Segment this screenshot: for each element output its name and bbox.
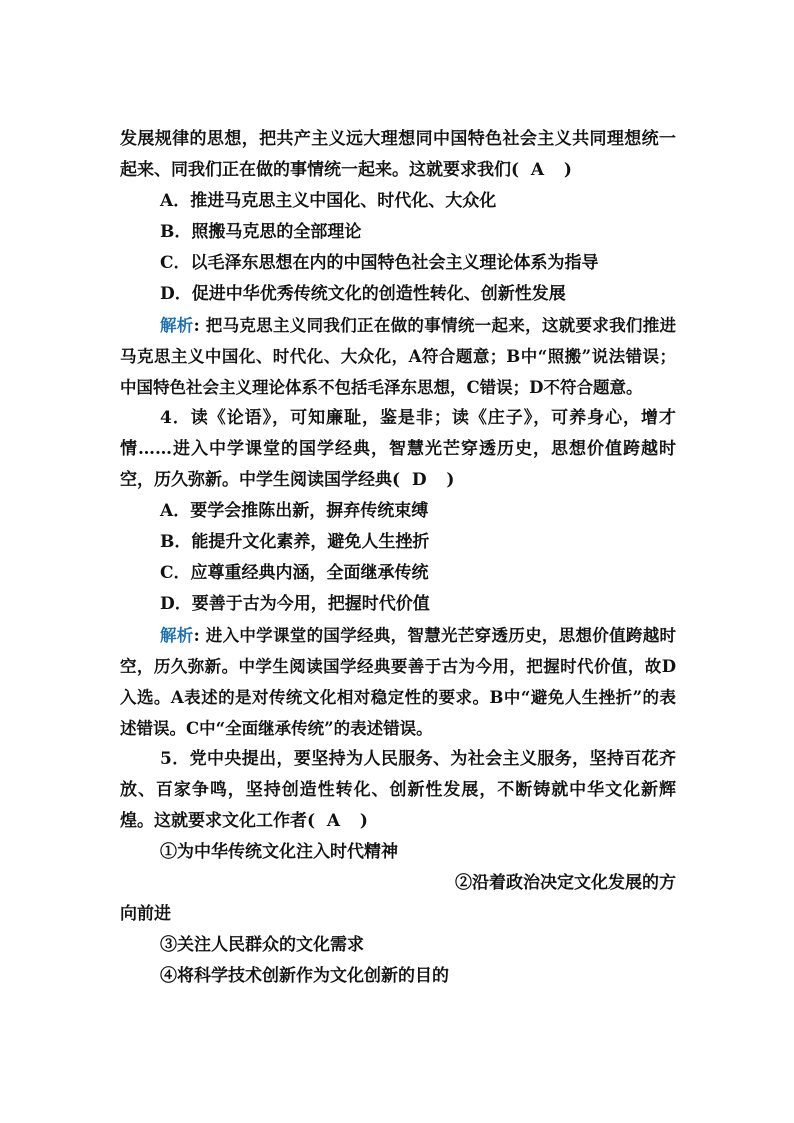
question-4-option-b: B．能提升文化素养，避免人生挫折 xyxy=(160,532,430,552)
question-5-item-2-line-2: 向前进 xyxy=(120,904,171,924)
question-3-option-d: D．促进中华优秀传统文化的创造性转化、创新性发展 xyxy=(160,284,566,304)
question-4-close: ) xyxy=(446,470,455,490)
question-4-option-d: D．要善于古为今用，把握时代价值 xyxy=(160,594,430,614)
question-5-item-3: ③关注人民群众的文化需求 xyxy=(160,935,364,955)
question-3-analysis-label: 解析 xyxy=(160,316,194,335)
question-4-stem xyxy=(120,403,676,496)
question-5-item-4: ④将科学技术创新作为文化创新的目的 xyxy=(160,966,449,986)
question-5-close: ) xyxy=(359,811,368,831)
question-4-option-c: C．应尊重经典内涵，全面继承传统 xyxy=(160,563,429,583)
question-4-option-a: A．要学会推陈出新，摒弃传统束缚 xyxy=(160,501,429,521)
question-5-stem xyxy=(120,744,676,837)
question-4-answer: D xyxy=(411,470,429,490)
question-3-close: ) xyxy=(563,160,572,180)
question-4-analysis-text: : 进入中学课堂的国学经典，智慧光芒穿透历史，思想价值跨越时空，历久弥新。中学生阅读国学经典要善于古为今用，把握时代价值，故D入选。A表述的是对传统文化相对稳定性的要求。B中“避免人生挫折”的表述错误。C中“全面继承传统”的表述错误。 xyxy=(120,626,677,738)
question-4-analysis xyxy=(120,620,676,744)
question-3-option-c: C．以毛泽东思想在内的中国特色社会主义理论体系为指导 xyxy=(160,253,599,273)
question-5-answer: A xyxy=(326,811,343,831)
question-3-option-a: A．推进马克思主义中国化、时代化、大众化 xyxy=(160,191,497,211)
question-3-analysis xyxy=(120,310,676,403)
document-page xyxy=(120,124,676,992)
question-3-option-b: B．照搬马克思的全部理论 xyxy=(160,222,362,242)
question-5-stem-text: 5．党中央提出，要坚持为人民服务、为社会主义服务，坚持百花齐放、百家争鸣，坚持创造性转化、创新性发展，不断铸就中华文化新辉煌。这就要求文化工作者( xyxy=(120,749,676,831)
question-3-stem xyxy=(120,124,676,186)
question-4-analysis-label: 解析 xyxy=(160,626,194,645)
question-4-stem-text: 4．读《论语》，可知廉耻，鉴是非；读《庄子》，可养身心，增才情……进入中学课堂的国学经典，智慧光芒穿透历史，思想价值跨越时空，历久弥新。中学生阅读国学经典( xyxy=(120,408,676,490)
question-3-answer: A xyxy=(530,160,547,180)
question-5-item-1: ①为中华传统文化注入时代精神 xyxy=(160,842,398,862)
question-5-item-2-line-1: ②沿着政治决定文化发展的方 xyxy=(455,873,676,893)
question-3-stem-text: 发展规律的思想，把共产主义远大理想同中国特色社会主义共同理想统一起来、同我们正在做的事情统一起来。这就要求我们( xyxy=(120,129,676,180)
question-3-analysis-text: : 把马克思主义同我们正在做的事情统一起来，这就要求我们推进马克思主义中国化、时代化、大众化，A符合题意；B中“照搬”说法错误；中国特色社会主义理论体系不包括毛泽东思想，C错误；D不符合题意。 xyxy=(120,316,677,397)
